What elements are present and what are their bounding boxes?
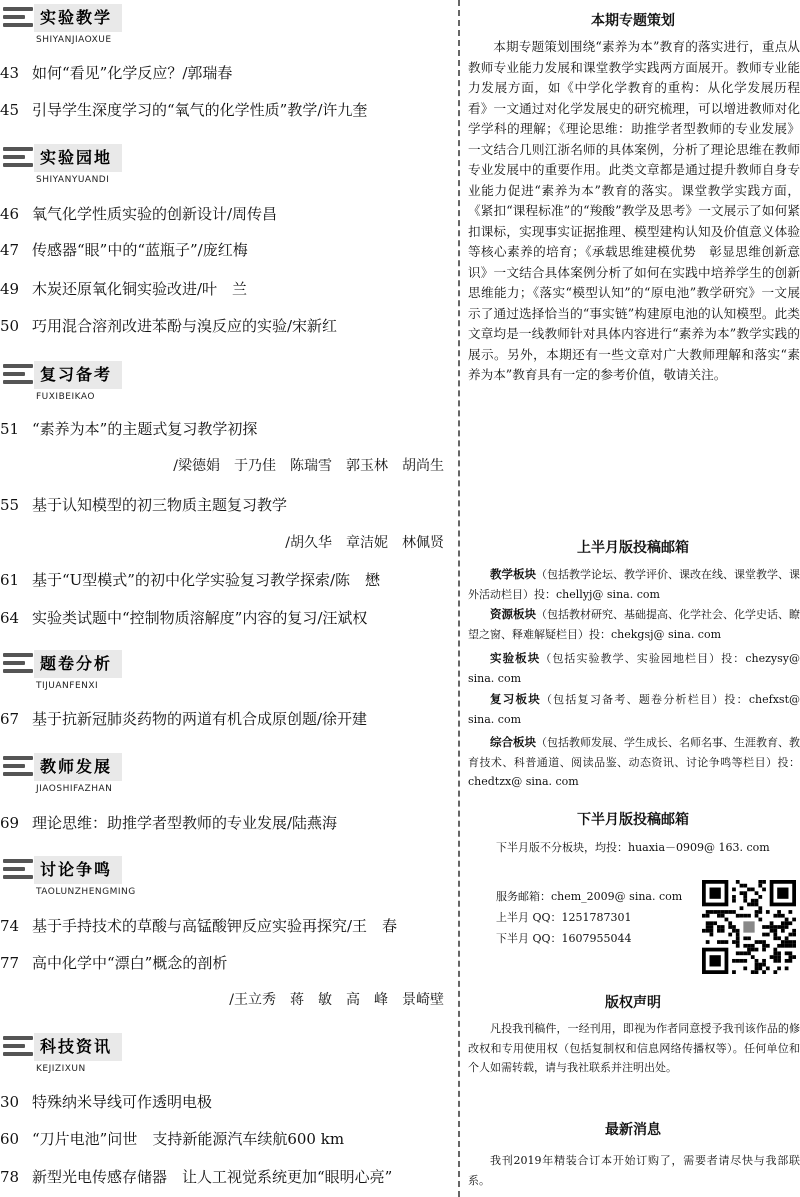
- qr-module: [766, 966, 770, 970]
- qr-module: [710, 925, 714, 929]
- board-detail: （包括实验教学、实验园地栏目）投：chezysy@ sina. com: [468, 652, 800, 685]
- qr-module: [781, 940, 785, 944]
- qr-module: [743, 891, 747, 895]
- section-header: [0, 361, 450, 401]
- board-detail: （包括教学论坛、教学评价、课改在线、课堂教学、课外活动栏目）投：chellyj@ sina. com: [468, 568, 800, 601]
- info-column: [466, 0, 800, 1197]
- qr-module: [736, 929, 740, 933]
- qr-module: [777, 966, 781, 970]
- qr-module: [773, 959, 777, 963]
- section-bars-icon: [3, 1036, 33, 1060]
- qr-module: [785, 966, 789, 970]
- section-header: [0, 144, 450, 184]
- submission-item: [468, 733, 800, 792]
- qr-module: [740, 914, 744, 918]
- qr-module: [751, 944, 755, 948]
- special-topic-text: 本期专题策划围绕“素养为本”教育的落实进行，重点从教师专业能力发展和课堂教学实践两方面展开。教师专业能力发展方面，如《中学化学教育的重构：从化学发展历程看》一文通过对化学发展史的研究梳理，可以增进教师对化学学科的理解；《理论思维：助推学者型教师的专业发展》一文结合几则江浙名师的具体案例，分析了理论思维在教师专业发展中的重要作用。此类文章都是通过提升教师自身专业能力促进“素养为本”教育的落实。课堂教学实践方面，《紧扣“课程标准”的“羧酸”教学及思考》一文展示了如何紧扣课标，实现事实证据推理、模型建构认知及价值意义体验等核心素养的培育；《承载思维建模优势 彰显思维创新意识》一文结合具体案例分析了如何在实践中培养学生的创新思维能力；《落实“模型认知”的“原电池”教学研究》一文展示了通过选择恰当的“事实链”构建原电池的认知模型。此类文章均是一线教师针对具体内容进行“素养为本”教学实践的展示。另外，本期还有一些文章对广大教师理解和落实“素养为本”教育具有一定的参考价值，敬请关注。: [468, 39, 800, 382]
- qr-module: [788, 951, 792, 955]
- qr-module: [781, 929, 785, 933]
- page-number: 43: [0, 64, 20, 82]
- qr-module: [755, 966, 759, 970]
- article-authors: /胡久华 章洁妮 林佩贤: [285, 535, 444, 551]
- section-pinyin: TIJUANFENXI: [36, 681, 99, 691]
- article-title: 基于手持技术的草酸与高锰酸钾反应实验再探究/王 春: [32, 917, 398, 935]
- qr-module: [747, 951, 751, 955]
- qr-module: [706, 925, 710, 929]
- article-entry[interactable]: [0, 1165, 450, 1189]
- section-pinyin: KEJIZIXUN: [36, 1064, 86, 1074]
- submission-item: [468, 649, 800, 688]
- qr-module: [773, 936, 777, 940]
- qr-module: [732, 888, 736, 892]
- page-number: 74: [0, 917, 20, 935]
- qr-module: [773, 970, 777, 974]
- qr-module: [702, 929, 706, 933]
- qr-module: [785, 921, 789, 925]
- qr-module: [762, 970, 766, 974]
- section-pinyin: JIAOSHIFAZHAN: [36, 784, 113, 794]
- page-number: 46: [0, 205, 20, 223]
- qr-module: [755, 940, 759, 944]
- board-name: 实验板块: [490, 651, 541, 665]
- article-title: 传感器“眼”中的“蓝瓶子”/庞红梅: [32, 241, 248, 259]
- article-entry[interactable]: [0, 493, 450, 517]
- article-title: 氧气化学性质实验的创新设计/周传昌: [32, 205, 278, 223]
- section-bars-icon: [3, 364, 33, 388]
- qr-module: [706, 929, 710, 933]
- qr-module: [762, 963, 766, 967]
- page-number: 50: [0, 317, 20, 335]
- qr-module: [758, 966, 762, 970]
- qr-module: [777, 959, 781, 963]
- qr-module: [743, 899, 747, 903]
- qr-module: [740, 906, 744, 910]
- page-number: 51: [0, 420, 20, 438]
- qr-module: [758, 906, 762, 910]
- page-number: 60: [0, 1130, 20, 1148]
- qr-module: [728, 925, 732, 929]
- qr-module: [713, 910, 717, 914]
- qr-module: [785, 925, 789, 929]
- second-half-heading: 下半月版投稿邮箱: [577, 812, 689, 828]
- qr-module: [732, 940, 736, 944]
- copyright-heading: 版权声明: [605, 995, 661, 1011]
- qr-module: [740, 891, 744, 895]
- qr-module: [710, 929, 714, 933]
- special-topic-heading: 本期专题策划: [591, 13, 675, 29]
- article-title: 特殊纳米导线可作透明电极: [32, 1093, 213, 1111]
- qr-module: [785, 959, 789, 963]
- qr-module: [792, 929, 796, 933]
- qr-module: [762, 948, 766, 952]
- article-title: 实验类试题中“控制物质溶解度”内容的复习/汪斌权: [32, 609, 368, 627]
- qr-module: [755, 891, 759, 895]
- qr-module: [785, 951, 789, 955]
- page-number: 61: [0, 571, 20, 589]
- section-pinyin: SHIYANJIAOXUE: [36, 35, 112, 45]
- qr-module: [747, 948, 751, 952]
- submission-item: [468, 605, 800, 644]
- qr-module: [717, 925, 721, 929]
- qr-module: [732, 929, 736, 933]
- section-title: 科技资讯: [34, 1033, 122, 1061]
- qr-module: [758, 880, 762, 884]
- article-title: 高中化学中“漂白”概念的剖析: [32, 954, 228, 972]
- qr-module: [743, 959, 747, 963]
- qr-module: [777, 910, 781, 914]
- submission-item: [468, 565, 800, 604]
- article-entry[interactable]: [0, 606, 450, 630]
- article-title: 新型光电传感存储器 让人工视觉系统更加“眼明心亮”: [32, 1168, 393, 1186]
- section-title: 实验园地: [34, 144, 122, 172]
- section-header: [0, 650, 450, 690]
- page-number: 47: [0, 241, 20, 259]
- qr-module: [781, 914, 785, 918]
- article-title: 引导学生深度学习的“氧气的化学性质”教学/许九奎: [32, 101, 368, 119]
- qr-module: [740, 884, 744, 888]
- copyright-text: 凡投我刊稿件，一经刊用，即视为作者同意授予我刊该作品的修改权和专用使用权（包括复制权和信息网络传播权等）。任何单位和个人如需转载，请与我社联系并注明出处。: [468, 1022, 800, 1075]
- qr-module: [792, 933, 796, 937]
- qr-module: [777, 925, 781, 929]
- qr-module: [762, 933, 766, 937]
- qr-module: [706, 910, 710, 914]
- qr-module: [788, 910, 792, 914]
- qr-finder: [710, 888, 721, 899]
- qr-module: [781, 925, 785, 929]
- qr-module: [762, 944, 766, 948]
- article-title: “素养为本”的主题式复习教学初探: [32, 420, 258, 438]
- qr-finder: [777, 888, 788, 899]
- qr-module: [785, 936, 789, 940]
- qr-module: [766, 910, 770, 914]
- qr-module: [751, 955, 755, 959]
- qr-module: [721, 910, 725, 914]
- qr-logo: [743, 921, 754, 932]
- qr-module: [747, 888, 751, 892]
- qr-module: [792, 944, 796, 948]
- qr-module: [785, 918, 789, 922]
- article-entry[interactable]: [0, 914, 450, 938]
- qr-module: [743, 895, 747, 899]
- article-title: “刀片电池”问世 支持新能源汽车续航600 km: [32, 1130, 345, 1148]
- qr-module: [736, 936, 740, 940]
- qr-module: [702, 914, 706, 918]
- qr-module: [777, 951, 781, 955]
- qr-module: [755, 959, 759, 963]
- qr-module: [785, 940, 789, 944]
- qr-module: [732, 895, 736, 899]
- qr-module: [758, 918, 762, 922]
- qr-module: [762, 959, 766, 963]
- qr-module: [710, 933, 714, 937]
- article-title: 理论思维：助推学者型教师的专业发展/陆燕海: [32, 814, 338, 832]
- qr-module: [773, 933, 777, 937]
- qr-module: [762, 880, 766, 884]
- qr-module: [770, 925, 774, 929]
- qr-module: [747, 936, 751, 940]
- section-bars-icon: [3, 756, 33, 780]
- qr-module: [773, 951, 777, 955]
- qr-module: [781, 921, 785, 925]
- qr-module: [777, 936, 781, 940]
- qr-module: [743, 966, 747, 970]
- board-name: 综合板块: [490, 735, 536, 749]
- board-detail: （包括教材研究、基础提高、化学社会、化学史话、瞭望之窗、释难解疑栏目）投：chekgsj@ sina. com: [468, 608, 800, 641]
- qr-module: [747, 914, 751, 918]
- qr-module: [788, 959, 792, 963]
- page-number: 78: [0, 1168, 20, 1186]
- qr-module: [770, 929, 774, 933]
- qr-module: [755, 899, 759, 903]
- column-divider: [458, 0, 460, 1197]
- qr-module: [758, 895, 762, 899]
- submission-item: [468, 690, 800, 729]
- qr-module: [788, 944, 792, 948]
- qr-module: [792, 918, 796, 922]
- qr-module: [758, 963, 762, 967]
- news-heading: 最新消息: [605, 1122, 661, 1138]
- qr-module: [762, 925, 766, 929]
- qr-module: [725, 910, 729, 914]
- qr-module: [788, 940, 792, 944]
- qr-module: [743, 936, 747, 940]
- qr-module: [717, 929, 721, 933]
- section-pinyin: SHIYANYUANDI: [36, 175, 110, 185]
- qr-module: [777, 914, 781, 918]
- qr-module: [736, 944, 740, 948]
- page-number: 69: [0, 814, 20, 832]
- qr-module: [751, 903, 755, 907]
- qr-module: [732, 910, 736, 914]
- article-entry[interactable]: [0, 238, 450, 262]
- qr-module: [777, 955, 781, 959]
- article-authors: /王立秀 蒋 敏 高 峰 景崎壁: [229, 992, 444, 1008]
- second-half-email: 下半月版不分板块，均投：huaxia－0909@ 163. com: [496, 841, 770, 854]
- section-header: [0, 856, 450, 896]
- page-number: 45: [0, 101, 20, 119]
- article-entry[interactable]: [0, 277, 450, 301]
- qr-module: [773, 929, 777, 933]
- section-header: [0, 753, 450, 793]
- page-number: 49: [0, 280, 20, 298]
- qr-module: [725, 918, 729, 922]
- service-email: 服务邮箱：chem_2009@ sina. com: [496, 890, 683, 903]
- article-entry[interactable]: [0, 811, 450, 835]
- qr-module: [721, 940, 725, 944]
- qr-module: [773, 955, 777, 959]
- qr-module: [751, 970, 755, 974]
- page-number: 30: [0, 1093, 20, 1111]
- qr-module: [732, 925, 736, 929]
- qr-module: [755, 948, 759, 952]
- qr-module: [773, 948, 777, 952]
- section-title: 实验教学: [34, 4, 122, 32]
- qr-finder: [710, 955, 721, 966]
- section-pinyin: FUXIBEIKAO: [36, 392, 95, 402]
- article-title: 基于“U型模式”的初中化学实验复习教学探索/陈 懋: [32, 571, 381, 589]
- qr-module: [743, 884, 747, 888]
- qr-module: [740, 959, 744, 963]
- qr-module: [755, 963, 759, 967]
- qr-module: [732, 959, 736, 963]
- board-name: 复习板块: [490, 692, 541, 706]
- article-entry[interactable]: [0, 707, 450, 731]
- qr-module: [766, 933, 770, 937]
- qr-module: [732, 899, 736, 903]
- board-name: 教学板块: [490, 567, 536, 581]
- qr-module: [755, 903, 759, 907]
- qr-module: [706, 914, 710, 918]
- qr-module: [785, 944, 789, 948]
- page-number: 67: [0, 710, 20, 728]
- qr-module: [717, 910, 721, 914]
- qr-module: [762, 888, 766, 892]
- qr-module: [755, 914, 759, 918]
- qr-module: [736, 880, 740, 884]
- article-title: 巧用混合溶剂改进苯酚与溴反应的实验/宋新红: [32, 317, 338, 335]
- qr-module: [788, 955, 792, 959]
- qr-module: [788, 933, 792, 937]
- qr-module: [706, 940, 710, 944]
- qq-second-half: 下半月 QQ：1607955044: [496, 932, 632, 945]
- qr-module: [740, 951, 744, 955]
- article-title: 基于抗新冠肺炎药物的两道有机合成原创题/徐开建: [32, 710, 368, 728]
- qr-module: [721, 914, 725, 918]
- qr-module: [770, 955, 774, 959]
- qr-module: [728, 921, 732, 925]
- qr-module: [766, 944, 770, 948]
- article-title: 基于认知模型的初三物质主题复习教学: [32, 496, 288, 514]
- qr-module: [758, 884, 762, 888]
- qr-module: [773, 925, 777, 929]
- qr-module: [732, 970, 736, 974]
- section-bars-icon: [3, 653, 33, 677]
- qr-module: [762, 940, 766, 944]
- qr-module: [792, 940, 796, 944]
- qr-module: [728, 933, 732, 937]
- qr-module: [792, 955, 796, 959]
- section-title: 题卷分析: [34, 650, 122, 678]
- article-title: 如何“看见”化学反应？/郭瑞春: [32, 64, 233, 82]
- section-bars-icon: [3, 147, 33, 171]
- qr-module: [777, 944, 781, 948]
- qr-module: [770, 921, 774, 925]
- news-text: 我刊2019年精装合订本开始订购了，需要者请尽快与我部联系。: [468, 1154, 800, 1187]
- article-title: 木炭还原氧化铜实验改进/叶 兰: [32, 280, 248, 298]
- qr-module: [758, 910, 762, 914]
- board-name: 资源板块: [490, 607, 536, 621]
- article-authors: /梁德娟 于乃佳 陈瑞雪 郭玉林 胡尚生: [173, 458, 444, 474]
- section-bars-icon: [3, 859, 33, 883]
- article-entry[interactable]: [0, 98, 450, 122]
- qr-module: [736, 959, 740, 963]
- qr-module: [773, 914, 777, 918]
- qr-module: [717, 940, 721, 944]
- section-title: 讨论争鸣: [34, 856, 122, 884]
- qr-module: [710, 910, 714, 914]
- qr-module: [710, 921, 714, 925]
- qr-module: [743, 951, 747, 955]
- qr-code-icon: [702, 880, 796, 974]
- qr-module: [736, 914, 740, 918]
- qr-module: [766, 925, 770, 929]
- section-bars-icon: [3, 7, 33, 31]
- section-pinyin: TAOLUNZHENGMING: [36, 887, 136, 897]
- article-entry[interactable]: [0, 61, 450, 85]
- article-entry[interactable]: [0, 1090, 450, 1114]
- section-title: 教师发展: [34, 753, 122, 781]
- section-header: [0, 4, 450, 44]
- qr-module: [743, 914, 747, 918]
- board-detail: （包括教师发展、学生成长、名师名事、生涯教育、教育技术、科普通道、阅读品鉴、动态资讯、讨论争鸣等栏目）投：chedtzx@ sina. com: [468, 736, 800, 789]
- qr-module: [747, 903, 751, 907]
- page-number: 77: [0, 954, 20, 972]
- qr-module: [755, 910, 759, 914]
- first-half-heading: 上半月版投稿邮箱: [577, 540, 689, 556]
- article-entry[interactable]: [0, 417, 450, 441]
- article-entry[interactable]: [0, 951, 450, 975]
- article-entry[interactable]: [0, 1127, 450, 1151]
- qr-module: [713, 921, 717, 925]
- page-number: 64: [0, 609, 20, 627]
- qr-module: [751, 888, 755, 892]
- qr-module: [728, 910, 732, 914]
- qr-module: [743, 944, 747, 948]
- article-entry[interactable]: [0, 202, 450, 226]
- qr-module: [751, 948, 755, 952]
- qr-module: [725, 940, 729, 944]
- qr-module: [706, 921, 710, 925]
- qr-module: [781, 944, 785, 948]
- qr-module: [758, 940, 762, 944]
- board-detail: （包括复习备考、题卷分析栏目）投：chefxst@ sina. com: [468, 693, 800, 726]
- qr-module: [717, 914, 721, 918]
- qr-module: [721, 929, 725, 933]
- qr-module: [736, 951, 740, 955]
- qr-module: [747, 944, 751, 948]
- qr-module: [788, 921, 792, 925]
- article-entry[interactable]: [0, 314, 450, 338]
- qq-first-half: 上半月 QQ：1251787301: [496, 911, 632, 924]
- qr-module: [755, 970, 759, 974]
- qr-module: [721, 925, 725, 929]
- qr-module: [751, 899, 755, 903]
- page-number: 55: [0, 496, 20, 514]
- qr-module: [736, 933, 740, 937]
- article-entry[interactable]: [0, 568, 450, 592]
- section-header: [0, 1033, 450, 1073]
- qr-module: [736, 940, 740, 944]
- section-title: 复习备考: [34, 361, 122, 389]
